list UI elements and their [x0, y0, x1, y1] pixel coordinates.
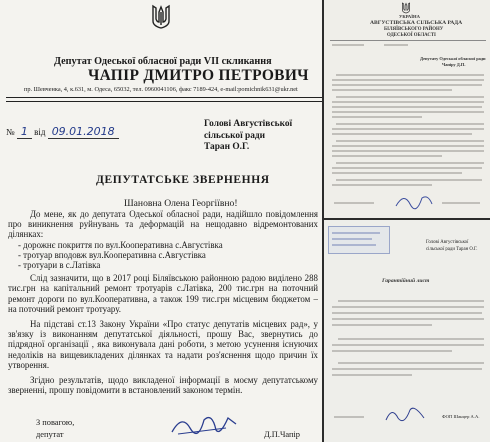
signature-scribble	[384, 402, 426, 426]
guarantee-title: Гарантійний лист	[382, 278, 430, 284]
addressee-line: Голові Августівської	[204, 119, 293, 129]
deputy-name: ЧАПІР ДМИТРО ПЕТРОВИЧ	[88, 67, 309, 84]
list-item: - дорожнє покриття по вул.Кооперативна с.Августівка	[18, 239, 223, 250]
letter-body	[8, 209, 318, 395]
list-item: - тротуар вподовж вул.Кооперативна с.Августівка	[18, 249, 206, 260]
paragraph: До мене, як до депутата Одеської обласної ради, надійшло повідомлення про виникнення руйнувань та деформацій на нещодавно відремонтованих ділянках:	[8, 209, 318, 240]
date-value: 09.01.2018	[51, 125, 115, 138]
signer-name: Д.П.Чапір	[264, 430, 300, 439]
header-rule	[6, 97, 322, 98]
recipient-line: Чапіру Д.П.	[442, 62, 466, 67]
addressee-line: сільської ради Таран О.Г.	[426, 247, 478, 252]
signer-name: ФОП Шанцер А.А.	[442, 414, 480, 419]
addressee-block	[204, 119, 292, 154]
signature-scribble	[168, 410, 240, 438]
recipient-line: Депутату Одеської обласної ради	[420, 56, 486, 61]
council-region: ОДЕСЬКОЇ ОБЛАСТІ	[387, 33, 436, 38]
council-district: БІЛЯЇВСЬКОГО РАЙОНУ	[384, 27, 444, 32]
addressee-line: Голові Августівської	[426, 240, 469, 245]
council-reply-document	[324, 0, 490, 218]
deputy-title: Депутат Одеської обласної ради VII скликання	[54, 56, 272, 67]
contact-details: пр. Шевченка, 4, к.631, м. Одеса, 65032, тел. 0960041106, факс 7189-424, e-mail:pomichnik631@ukr.net	[24, 86, 298, 93]
country-label: УКРАЇНА	[399, 14, 420, 19]
salutation: Шановна Олена Георгіївно!	[124, 198, 238, 209]
addressee-line: Таран О.Г.	[204, 142, 250, 152]
guarantee-letter-document	[324, 220, 490, 442]
council-name: АВГУСТІВСЬКА СІЛЬСЬКА РАДА	[370, 20, 463, 26]
addressee-line: сільської ради	[204, 130, 266, 141]
closing: З повагою,	[36, 418, 75, 427]
list-item: - тротуари в с.Латівка	[18, 260, 101, 271]
paragraph: Слід зазначити, що в 2017 році Біляївською районною радою виділено 288 тис.грн на капітальний ремонт тротуарів с.Латівка, 200 тис.грн на поточний ремонт дороги по вул.Кооперативна, а також 199 тис.грн місцевим бюджетом – на поточний ремонт тротуару.	[8, 273, 318, 314]
registration-stamp	[328, 226, 390, 254]
trident-emblem-icon	[401, 2, 411, 14]
number-label: №	[6, 127, 15, 137]
document-heading: ДЕПУТАТСЬКЕ ЗВЕРНЕННЯ	[96, 174, 270, 186]
signature-scribble	[394, 190, 434, 212]
trident-emblem-icon	[150, 4, 172, 30]
header-rule-thin	[6, 101, 322, 102]
paragraph: На підставі ст.13 Закону України «Про статус депутатів місцевих рад», у зв'язку із виконанням депутатської діяльності, прошу Вас, звернутись до підрядної організації , яка виконувала дані роботи, з метою усунення існуючих недоліків на вищевикладених ділянках та надати роз'яснення щодо причин їх утворення.	[8, 319, 318, 370]
reference-number-line	[6, 125, 119, 139]
paragraph: Згідно результатів, щодо викладеної інформації в моєму депутатському зверненні, прошу повідомити в встановлений законом термін.	[8, 375, 318, 396]
number-value: 1	[20, 125, 28, 138]
date-label: від	[34, 127, 46, 137]
signer-role: депутат	[36, 430, 64, 439]
